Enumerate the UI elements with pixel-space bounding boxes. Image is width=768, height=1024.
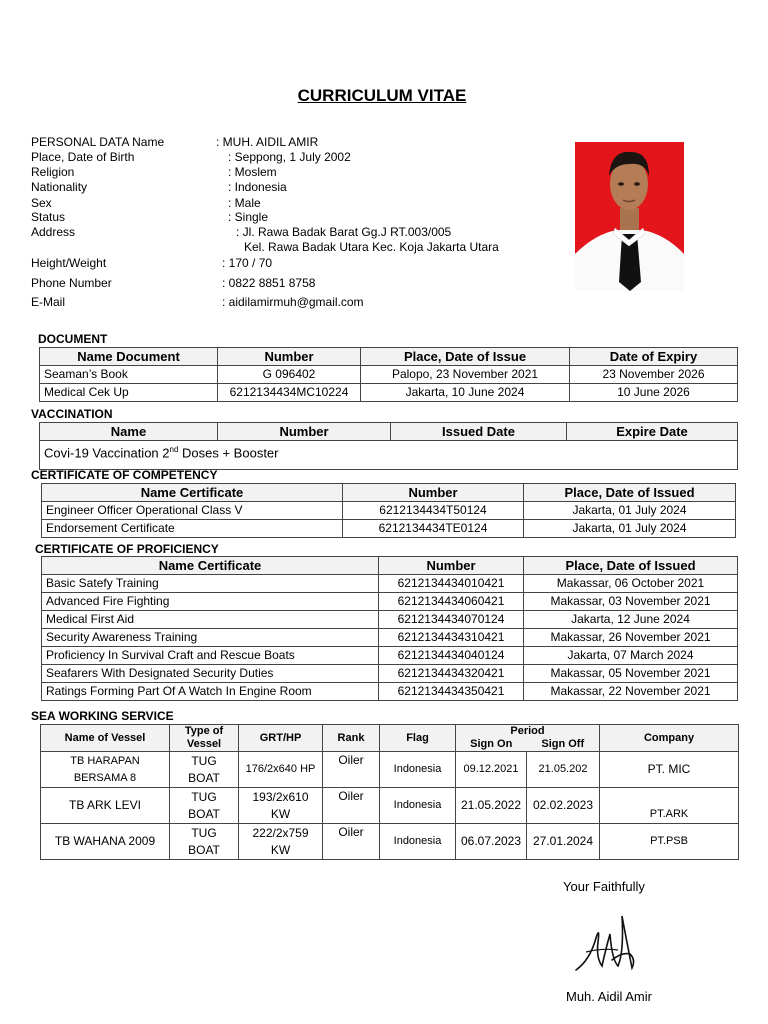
competency-heading: CERTIFICATE OF COMPETENCY bbox=[31, 468, 218, 482]
table-cell: Proficiency In Survival Craft and Rescue Boats bbox=[42, 647, 379, 665]
table-cell: Makassar, 22 November 2021 bbox=[524, 683, 738, 701]
col-header-period: Period bbox=[456, 725, 600, 739]
table-row bbox=[42, 647, 738, 665]
table-header-row bbox=[41, 725, 739, 739]
col-header: Place, Date of Issue bbox=[361, 348, 570, 366]
competency-table bbox=[41, 483, 736, 538]
table-header-row bbox=[42, 484, 736, 502]
col-header-type: Type of Vessel bbox=[170, 725, 239, 752]
personal-label: Sex bbox=[31, 196, 52, 210]
vessel-cell: TB HARAPAN BERSAMA 8 bbox=[41, 752, 170, 788]
vaccination-heading: VACCINATION bbox=[31, 407, 113, 421]
rank-cell: Oiler bbox=[323, 824, 380, 860]
table-cell: Engineer Officer Operational Class V bbox=[42, 502, 343, 520]
col-header: Place, Date of Issued bbox=[524, 557, 738, 575]
table-cell: 6212134434070124 bbox=[379, 611, 524, 629]
company-cell: PT. MIC bbox=[600, 752, 739, 788]
table-cell: 6212134434MC10224 bbox=[218, 384, 361, 402]
personal-value: : Moslem bbox=[228, 165, 277, 179]
table-cell: Makassar, 03 November 2021 bbox=[524, 593, 738, 611]
signature-icon bbox=[572, 908, 642, 978]
table-cell: Jakarta, 07 March 2024 bbox=[524, 647, 738, 665]
personal-value: : 170 / 70 bbox=[222, 256, 273, 270]
personal-label: Nationality bbox=[31, 180, 88, 194]
table-row bbox=[40, 441, 738, 470]
col-header-company: Company bbox=[600, 725, 739, 752]
proficiency-heading: CERTIFICATE OF PROFICIENCY bbox=[35, 542, 219, 556]
col-header-sign-off: Sign Off bbox=[527, 738, 600, 752]
personal-label: Height/Weight bbox=[31, 256, 107, 270]
table-row bbox=[42, 665, 738, 683]
table-row bbox=[42, 683, 738, 701]
table-cell: 6212134434350421 bbox=[379, 683, 524, 701]
col-header-vessel: Name of Vessel bbox=[41, 725, 170, 752]
grt-cell: 176/2x640 HP bbox=[239, 752, 323, 788]
personal-label: PERSONAL DATA Name bbox=[31, 135, 165, 149]
vaccination-entry bbox=[40, 441, 738, 470]
document-heading: DOCUMENT bbox=[38, 332, 108, 346]
col-header-flag: Flag bbox=[380, 725, 456, 752]
sign-off-cell: 02.02.2023 bbox=[527, 788, 600, 824]
personal-label: Status bbox=[31, 210, 66, 224]
rank-cell: Oiler bbox=[323, 752, 380, 788]
sea-service-table bbox=[40, 724, 739, 860]
col-header: Place, Date of Issued bbox=[524, 484, 736, 502]
table-row bbox=[42, 629, 738, 647]
table-cell: Jakarta, 01 July 2024 bbox=[524, 502, 736, 520]
flag-cell: Indonesia bbox=[380, 824, 456, 860]
table-row bbox=[42, 575, 738, 593]
profile-photo bbox=[575, 142, 684, 291]
table-row bbox=[40, 384, 738, 402]
col-header: Number bbox=[379, 557, 524, 575]
personal-value: Kel. Rawa Badak Utara Kec. Koja Jakarta Utara bbox=[244, 240, 499, 254]
table-cell: Seafarers With Designated Security Duties bbox=[42, 665, 379, 683]
personal-value: : Indonesia bbox=[228, 180, 287, 194]
personal-label: Address bbox=[31, 225, 76, 239]
table-cell: Endorsement Certificate bbox=[42, 520, 343, 538]
table-cell: Basic Satefy Training bbox=[42, 575, 379, 593]
type-cell: TUG BOAT bbox=[170, 788, 239, 824]
table-header-row bbox=[40, 423, 738, 441]
personal-value: : Seppong, 1 July 2002 bbox=[228, 150, 351, 164]
vessel-cell: TB ARK LEVI bbox=[41, 788, 170, 824]
table-header-row bbox=[42, 557, 738, 575]
table-row bbox=[41, 788, 739, 824]
table-row bbox=[42, 502, 736, 520]
table-cell: Jakarta, 01 July 2024 bbox=[524, 520, 736, 538]
table-cell: Jakarta, 12 June 2024 bbox=[524, 611, 738, 629]
personal-label: E-Mail bbox=[31, 295, 66, 309]
signer-name: Muh. Aidil Amir bbox=[566, 989, 652, 1004]
table-cell: Seaman’s Book bbox=[40, 366, 218, 384]
col-header-sign-on: Sign On bbox=[456, 738, 527, 752]
table-cell: 6212134434060421 bbox=[379, 593, 524, 611]
table-cell: 6212134434T50124 bbox=[343, 502, 524, 520]
page-title: CURRICULUM VITAE bbox=[297, 86, 467, 105]
person-portrait-icon bbox=[575, 142, 684, 291]
table-cell: Medical First Aid bbox=[42, 611, 379, 629]
vaccination-superscript: nd bbox=[169, 445, 179, 454]
table-cell: Ratings Forming Part Of A Watch In Engine Room bbox=[42, 683, 379, 701]
sign-on-cell: 21.05.2022 bbox=[456, 788, 527, 824]
table-row bbox=[42, 520, 736, 538]
vaccination-doses: Doses + Booster bbox=[178, 445, 279, 461]
col-header: Number bbox=[218, 348, 361, 366]
personal-label: Place, Date of Birth bbox=[31, 150, 135, 164]
col-header: Issued Date bbox=[391, 423, 567, 441]
sign-off-cell: 27.01.2024 bbox=[527, 824, 600, 860]
col-header-rank: Rank bbox=[323, 725, 380, 752]
col-header: Name Certificate bbox=[42, 484, 343, 502]
personal-value: : 0822 8851 8758 bbox=[222, 276, 316, 290]
personal-value: : Male bbox=[228, 196, 261, 210]
table-cell: 23 November 2026 bbox=[570, 366, 738, 384]
col-header: Name bbox=[40, 423, 218, 441]
vaccination-name: Covi-19 Vaccination 2 bbox=[44, 445, 170, 461]
proficiency-table bbox=[41, 556, 738, 701]
table-cell: Makassar, 05 November 2021 bbox=[524, 665, 738, 683]
col-header: Number bbox=[343, 484, 524, 502]
table-cell: 6212134434010421 bbox=[379, 575, 524, 593]
company-cell: PT.PSB bbox=[600, 824, 739, 860]
table-cell: Security Awareness Training bbox=[42, 629, 379, 647]
sea-service-heading: SEA WORKING SERVICE bbox=[31, 709, 174, 723]
flag-cell: Indonesia bbox=[380, 752, 456, 788]
col-header: Date of Expiry bbox=[570, 348, 738, 366]
table-cell: Jakarta, 10 June 2024 bbox=[361, 384, 570, 402]
personal-value: : aidilamirmuh@gmail.com bbox=[222, 295, 364, 309]
rank-cell: Oiler bbox=[323, 788, 380, 824]
table-cell: Palopo, 23 November 2021 bbox=[361, 366, 570, 384]
table-row bbox=[40, 366, 738, 384]
col-header-grt: GRT/HP bbox=[239, 725, 323, 752]
closing-text: Your Faithfully bbox=[563, 879, 645, 894]
table-row bbox=[42, 611, 738, 629]
table-row bbox=[41, 824, 739, 860]
personal-label: Religion bbox=[31, 165, 75, 179]
grt-cell: 193/2x610 KW bbox=[239, 788, 323, 824]
col-header: Name Document bbox=[40, 348, 218, 366]
table-cell: Advanced Fire Fighting bbox=[42, 593, 379, 611]
table-row bbox=[42, 593, 738, 611]
col-header: Number bbox=[218, 423, 391, 441]
personal-label: Phone Number bbox=[31, 276, 112, 290]
table-cell: Makassar, 26 November 2021 bbox=[524, 629, 738, 647]
table-cell: 10 June 2026 bbox=[570, 384, 738, 402]
table-row bbox=[41, 752, 739, 788]
personal-value: : Jl. Rawa Badak Barat Gg.J RT.003/005 bbox=[236, 225, 452, 239]
table-cell: Makassar, 06 October 2021 bbox=[524, 575, 738, 593]
col-header: Name Certificate bbox=[42, 557, 379, 575]
type-cell: TUG BOAT bbox=[170, 824, 239, 860]
company-cell: PT.ARK bbox=[600, 788, 739, 824]
table-cell: 6212134434310421 bbox=[379, 629, 524, 647]
grt-cell: 222/2x759 KW bbox=[239, 824, 323, 860]
vessel-cell: TB WAHANA 2009 bbox=[41, 824, 170, 860]
sign-on-cell: 06.07.2023 bbox=[456, 824, 527, 860]
personal-value: : MUH. AIDIL AMIR bbox=[216, 135, 319, 149]
table-cell: Medical Cek Up bbox=[40, 384, 218, 402]
table-cell: 6212134434320421 bbox=[379, 665, 524, 683]
vaccination-table bbox=[39, 422, 738, 470]
sign-off-cell: 21.05.202 bbox=[527, 752, 600, 788]
table-cell: 6212134434TE0124 bbox=[343, 520, 524, 538]
type-cell: TUG BOAT bbox=[170, 752, 239, 788]
flag-cell: Indonesia bbox=[380, 788, 456, 824]
col-header: Expire Date bbox=[567, 423, 738, 441]
table-cell: 6212134434040124 bbox=[379, 647, 524, 665]
personal-value: : Single bbox=[228, 210, 269, 224]
sign-on-cell: 09.12.2021 bbox=[456, 752, 527, 788]
table-cell: G 096402 bbox=[218, 366, 361, 384]
table-header-row bbox=[40, 348, 738, 366]
document-table bbox=[39, 347, 738, 402]
